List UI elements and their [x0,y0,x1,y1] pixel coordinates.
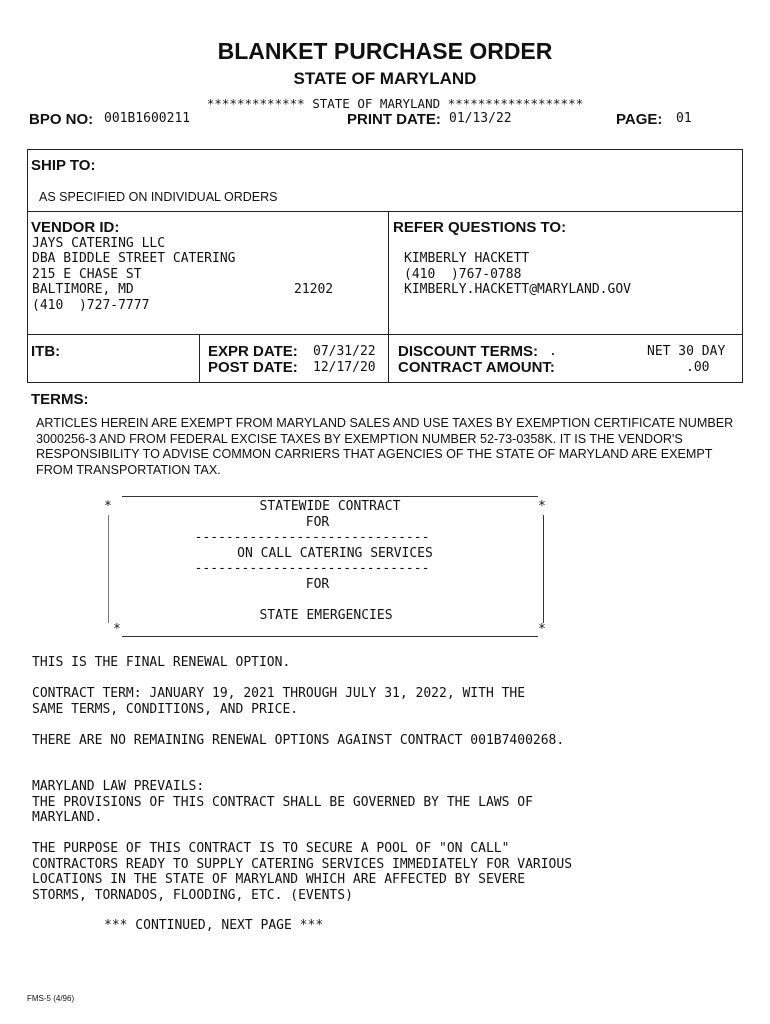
banner-for: FOR [305,577,330,592]
maryland-law-text: MARYLAND LAW PREVAILS: THE PROVISIONS OF THIS CONTRACT SHALL BE GOVERNED BY THE LAWS OF MARYLAND. [32,779,533,825]
contact-email: KIMBERLY.HACKETT@MARYLAND.GOV [404,282,631,297]
vendor-line: 215 E CHASE ST [32,267,142,282]
print-date-value: 01/13/22 [449,111,512,126]
banner-dashes: ------------------------------ [194,561,430,576]
form-box [27,149,743,383]
banner-top-rule [122,496,538,497]
terms-text: ARTICLES HEREIN ARE EXEMPT FROM MARYLAND SALES AND USE TAXES BY EXEMPTION CERTIFICATE NUMBER 3000256-3 AND FROM FEDERAL EXCISE TAXES BY EXEMPTION NUMBER 52-73-0358K. IT IS THE VENDOR'S RESPONSIBILITY TO ADVISE COMMON CARRIERS THAT AGENCIES OF THE STATE OF MARYLAND ARE EXEMPT FROM TRANSPORTATION TAX. [36,416,734,477]
post-date-label: POST DATE: [208,359,298,376]
terms-label: TERMS: [31,391,89,408]
document-title: BLANKET PURCHASE ORDER [217,38,553,64]
contact-phone: (410 )767-0788 [404,267,522,282]
contract-amount-value: .00 [686,360,710,375]
continued-notice: *** CONTINUED, NEXT PAGE *** [104,918,324,933]
stars-banner: ************* STATE OF MARYLAND ****************** [206,96,584,111]
vendor-line: (410 )727-7777 [32,298,150,313]
banner-service: ON CALL CATERING SERVICES [237,546,433,561]
final-renewal-text: THIS IS THE FINAL RENEWAL OPTION. [32,655,291,670]
discount-terms-label: DISCOUNT TERMS: [398,343,538,360]
divider [388,211,389,383]
post-date-value: 12/17/20 [313,360,376,375]
contract-amount-label: CONTRACT AMOUNT: [398,359,555,376]
expr-date-value: 07/31/22 [313,344,376,359]
expr-date-label: EXPR DATE: [208,343,298,360]
divider [199,334,200,383]
divider [27,211,743,212]
banner-dashes: ------------------------------ [194,530,430,545]
vendor-line: JAYS CATERING LLC [32,236,166,251]
banner-title: STATEWIDE CONTRACT [259,499,401,514]
discount-terms-value: NET 30 DAY [647,344,726,359]
purpose-text: THE PURPOSE OF THIS CONTRACT IS TO SECURE A POOL OF "ON CALL" CONTRACTORS READY TO SUPPLY CATERING SERVICES IMMEDIATELY FOR VARIOUS LOCATIONS IN THE STATE OF MARYLAND WHICH ARE AFFECTED BY SEVERE STORMS, TORNADOS, FLOODING, ETC. (EVENTS) [32,841,573,903]
refer-questions-label: REFER QUESTIONS TO: [393,219,567,236]
page-number: 01 [676,111,692,126]
bpo-number: 001B1600211 [104,111,191,126]
banner-emergencies: STATE EMERGENCIES [259,608,393,623]
bpo-label: BPO NO: [29,111,94,128]
banner-for: FOR [305,515,330,530]
page-label: PAGE: [616,111,663,128]
vendor-line: DBA BIDDLE STREET CATERING [32,251,236,266]
banner-star: * [538,499,546,514]
banner-star: * [104,499,112,514]
banner-bottom-rule [122,636,538,637]
contact-name: KIMBERLY HACKETT [404,251,530,266]
itb-label: ITB: [31,343,61,360]
banner-star: * [538,622,546,637]
banner-star: * [113,622,121,637]
vendor-line: BALTIMORE, MD [32,282,134,297]
renewal-options-text: THERE ARE NO REMAINING RENEWAL OPTIONS AGAINST CONTRACT 001B7400268. [32,733,565,748]
divider [27,334,743,335]
ship-to-label: SHIP TO: [31,157,96,174]
form-id: FMS-5 (4/96) [27,994,75,1003]
vendor-id-label: VENDOR ID: [31,219,120,236]
vendor-zip: 21202 [294,282,334,297]
document-subtitle: STATE OF MARYLAND [293,69,477,88]
print-date-label: PRINT DATE: [347,111,441,128]
discount-terms-dot: . [549,344,557,359]
ship-to-value: AS SPECIFIED ON INDIVIDUAL ORDERS [39,190,278,204]
contract-term-text: CONTRACT TERM: JANUARY 19, 2021 THROUGH JULY 31, 2022, WITH THE SAME TERMS, CONDITIONS, AND PRICE. [32,686,526,717]
